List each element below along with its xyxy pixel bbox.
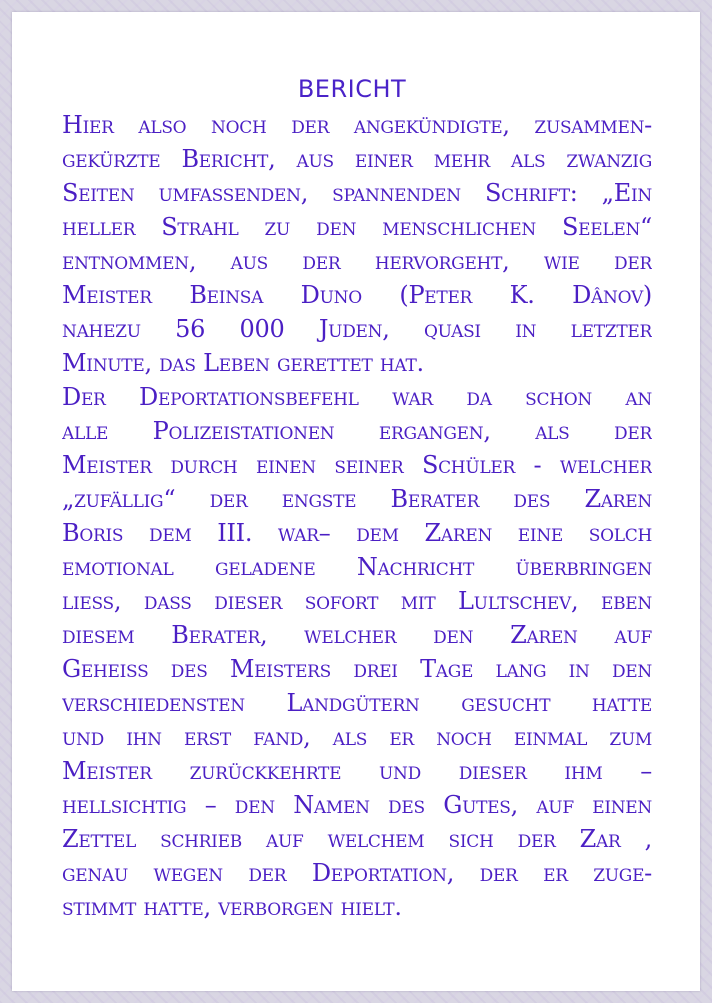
text-line: nahezu 56 000 Juden, quasi in letzter [62, 315, 652, 343]
report-body [62, 108, 652, 924]
text-line: Meister zurückkehrte und dieser ihm – [62, 757, 652, 785]
text-line: Meister durch einen seiner Schüler - welcher [62, 451, 652, 479]
text-line: verschiedensten Landgütern gesucht hatte [62, 689, 652, 717]
text-line: liess, dass dieser sofort mit Lultschev, eben [62, 587, 652, 615]
document-title [12, 74, 700, 104]
text-line: Minute, das Leben gerettet hat. [62, 349, 424, 377]
text-line: hellsichtig – den Namen des Gutes, auf einen [62, 791, 652, 819]
text-line: Zettel schrieb auf welchem sich der Zar , [62, 825, 652, 853]
text-line: diesem Berater, welcher den Zaren auf [62, 621, 652, 649]
text-line: Hier also noch der angekündigte, zusammen- [62, 111, 652, 139]
text-line: Geheiss des Meisters drei Tage lang in den [62, 655, 652, 683]
document-page [12, 12, 700, 991]
text-line: Seiten umfassenden, spannenden Schrift: „Ein [62, 179, 652, 207]
text-line: genau wegen der Deportation, der er zuge- [62, 859, 652, 887]
text-line: Meister Beinsa Duno (Peter K. Dânov) [62, 281, 652, 309]
text-line: und ihn erst fand, als er noch einmal zum [62, 723, 652, 751]
text-line: gekürzte Bericht, aus einer mehr als zwanzig [62, 145, 652, 173]
text-line: stimmt hatte, verborgen hielt. [62, 893, 402, 921]
title-text: BERICHT [297, 75, 407, 103]
text-line: entnommen, aus der hervorgeht, wie der [62, 247, 652, 275]
text-line: heller Strahl zu den menschlichen Seelen“ [62, 213, 652, 241]
text-line: Der Deportationsbefehl war da schon an [62, 383, 652, 411]
text-line: Boris dem III. war– dem Zaren eine solch [62, 519, 652, 547]
text-line: emotional geladene Nachricht überbringen [62, 553, 652, 581]
text-line: „zufällig“ der engste Berater des Zaren [62, 485, 652, 513]
text-line: alle Polizeistationen ergangen, als der [62, 417, 652, 445]
